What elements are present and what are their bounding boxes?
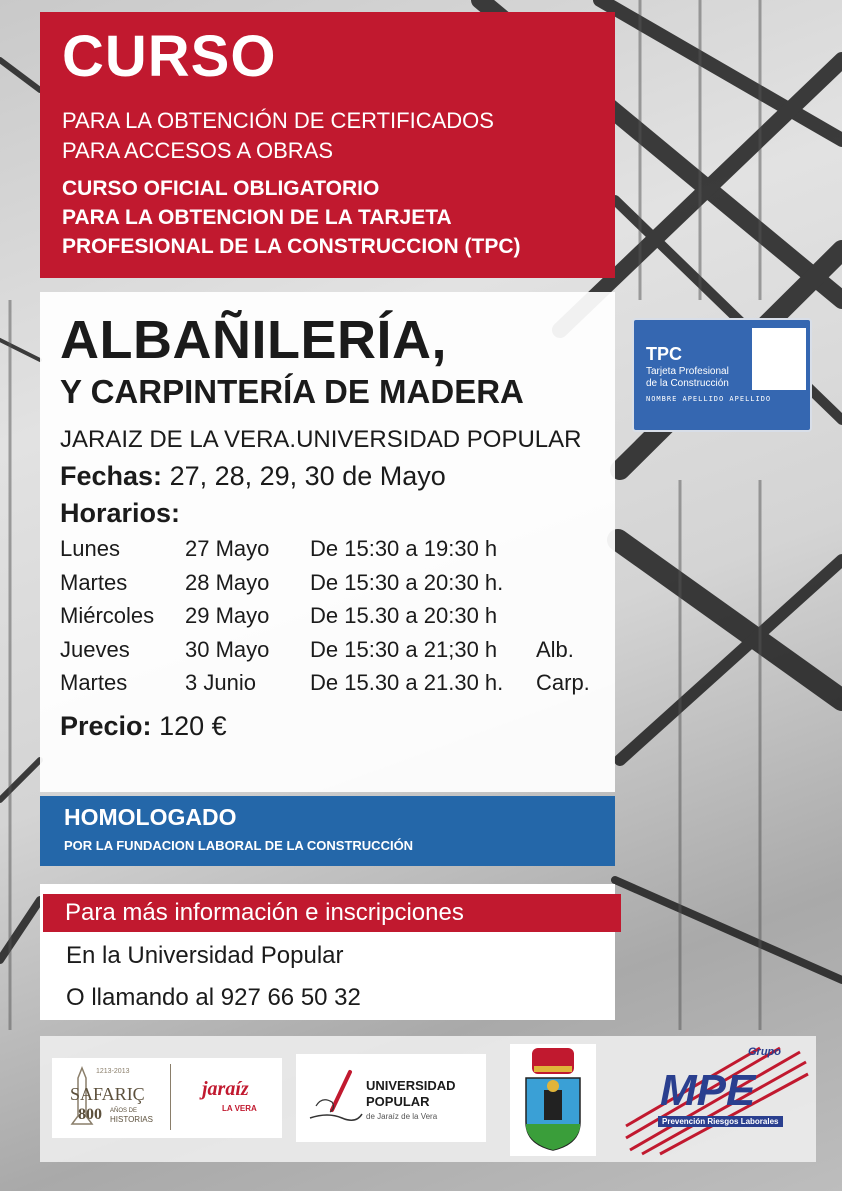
tpc-card-abbr: TPC [646, 344, 682, 364]
homologated-banner [40, 796, 615, 866]
grupo-mpe-logo [620, 1040, 810, 1158]
up-line-2: POPULAR [366, 1094, 430, 1109]
header-official [62, 174, 593, 261]
table-row [60, 599, 590, 633]
schedule-note [530, 599, 590, 633]
up-line-1: UNIVERSIDAD [366, 1078, 456, 1093]
schedule-date: 28 Mayo [185, 569, 270, 595]
logo-divider [170, 1064, 171, 1130]
safaric-tag-1: AÑOS DE [110, 1108, 138, 1114]
header-line-1: PARA LA OBTENCIÓN DE CERTIFICADOS [62, 108, 494, 133]
coat-of-arms-icon [510, 1044, 596, 1156]
schedule-note: Alb. [536, 636, 574, 662]
schedule-table [60, 532, 590, 700]
schedule-time: De 15:30 a 19:30 h [310, 536, 498, 561]
jaraiz-wordmark: jaraíz [202, 1078, 249, 1100]
schedule-time: De 15:30 a 21;30 h [310, 636, 498, 662]
dates-value: 27, 28, 29, 30 de Mayo [169, 461, 446, 491]
safaric-800: 800 [78, 1106, 102, 1123]
schedule-note: Carp. [536, 670, 590, 695]
header-line-2: PARA ACCESOS A OBRAS [62, 138, 334, 163]
schedule-day: Martes [60, 670, 128, 695]
schedule-day: Jueves [60, 636, 130, 662]
header-bold-3: PROFESIONAL DE LA CONSTRUCCION (TPC) [62, 235, 521, 258]
schedule-date: 30 Mayo [185, 636, 270, 662]
course-details-panel [40, 292, 615, 792]
safaric-tag-2: HISTORIAS [110, 1115, 153, 1124]
homologated-title: HOMOLOGADO [64, 804, 237, 830]
header-title: CURSO [62, 24, 277, 89]
sponsor-logo-strip [40, 1036, 816, 1162]
schedule-time: De 15:30 a 20:30 h. [310, 569, 504, 595]
course-price [60, 708, 595, 744]
header-banner [40, 12, 615, 278]
info-line-phone: O llamando al 927 66 50 32 [66, 984, 361, 1011]
homologated-subtitle: POR LA FUNDACION LABORAL DE LA CONSTRUCCIÓN [64, 838, 414, 853]
schedule-note [530, 532, 590, 566]
schedule-label: Horarios: [60, 498, 181, 528]
mpe-sub: Prevención Riesgos Laborales [658, 1116, 783, 1127]
header-subtitle [62, 106, 593, 166]
course-subtitle: Y CARPINTERÍA DE MADERA [60, 373, 524, 410]
tpc-card-name: NOMBRE APELLIDO APELLIDO [646, 395, 772, 403]
jaraiz-sub: LA VERA [222, 1104, 257, 1113]
safaric-years: 1213-2013 [96, 1068, 130, 1075]
schedule-time: De 15.30 a 20:30 h [310, 603, 498, 628]
table-row [60, 666, 590, 700]
dates-label: Fechas: [60, 461, 163, 491]
pen-hand-icon [302, 1066, 366, 1130]
table-row [60, 633, 590, 667]
safaric-jaraiz-logo [52, 1058, 282, 1138]
price-label: Precio: [60, 710, 152, 741]
up-line-3: de Jaraíz de la Vera [366, 1112, 438, 1121]
tpc-card-photo [752, 328, 806, 390]
town-coat-of-arms [510, 1044, 596, 1156]
course-place: JARAIZ DE LA VERA.UNIVERSIDAD POPULAR [60, 426, 582, 453]
schedule-time: De 15.30 a 21.30 h. [310, 670, 504, 695]
table-row [60, 566, 590, 600]
universidad-popular-logo [296, 1054, 486, 1142]
mpe-wordmark: MPE [660, 1066, 756, 1115]
tpc-card-image [632, 318, 812, 432]
header-bold-2: PARA LA OBTENCION DE LA TARJETA [62, 206, 452, 229]
schedule-date: 3 Junio [185, 670, 256, 695]
info-heading: Para más información e inscripciones [43, 894, 621, 932]
info-line-location: En la Universidad Popular [66, 942, 344, 969]
table-row [60, 532, 590, 566]
schedule-day: Martes [60, 569, 128, 595]
tpc-card-line-2: de la Construcción [646, 378, 729, 389]
schedule-date: 27 Mayo [185, 536, 270, 561]
tpc-card-line-1: Tarjeta Profesional [646, 366, 729, 377]
schedule-date: 29 Mayo [185, 603, 270, 628]
header-bold-1: CURSO OFICIAL OBLIGATORIO [62, 177, 380, 200]
info-box [40, 884, 615, 1020]
course-dates [60, 458, 595, 494]
safaric-name: SAFARIÇ [70, 1084, 145, 1104]
mpe-group: Grupo [748, 1046, 781, 1058]
course-title: ALBAÑILERÍA, [60, 310, 447, 370]
schedule-day: Miércoles [60, 603, 155, 628]
schedule-day: Lunes [60, 536, 120, 561]
schedule-note [530, 566, 590, 600]
price-value: 120 € [159, 710, 227, 741]
